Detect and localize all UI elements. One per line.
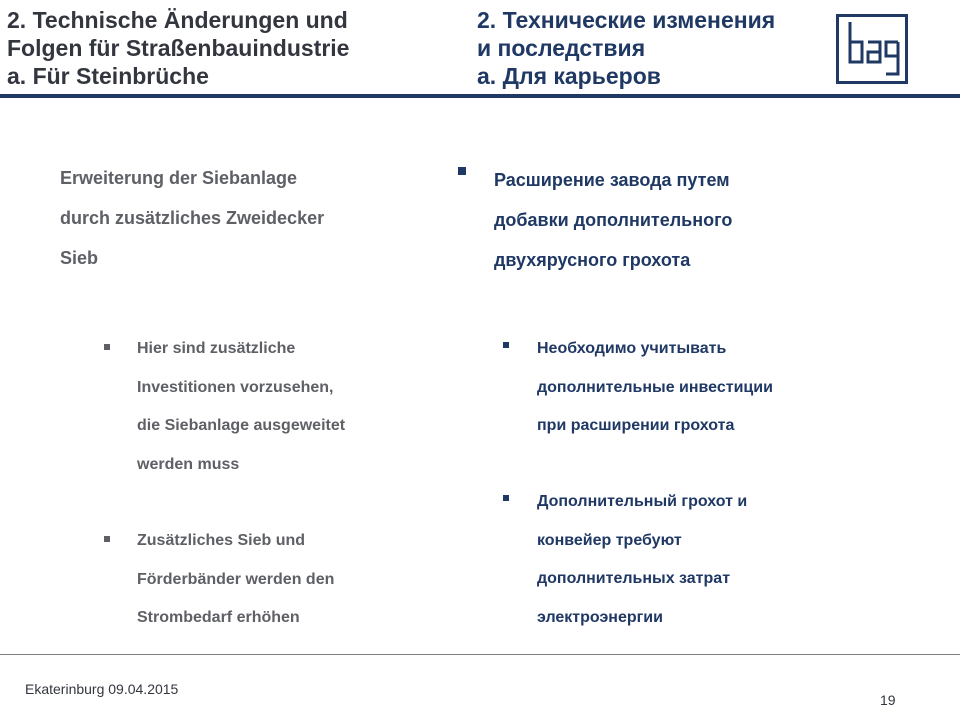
footer-divider (0, 654, 960, 655)
ru-sub1-line-3: при расширении грохота (537, 417, 735, 434)
title-de-line-2: Folgen für Straßenbauindustrie (7, 35, 350, 61)
ru-main-line-3: двухярусного грохота (494, 250, 691, 270)
ru-main-point (494, 160, 854, 280)
de-main-line-3: Sieb (60, 248, 99, 268)
ru-main-line-2: добавки дополнительного (494, 210, 733, 230)
ru-sub-point-1 (537, 330, 773, 446)
header-divider (0, 94, 960, 98)
bullet-square-icon (458, 167, 466, 175)
de-sub-point-2 (137, 522, 334, 638)
de-sub2-line-1: Zusätzliches Sieb und (137, 532, 306, 549)
de-main-line-2: durch zusätzliches Zweidecker (60, 208, 325, 228)
de-sub2-line-3: Strombedarf erhöhen (137, 609, 300, 626)
de-main-point (60, 158, 420, 278)
bullet-square-icon (503, 495, 509, 501)
title-de-line-1: 2. Technische Änderungen und (7, 7, 348, 33)
title-ru-line-3: а. Для карьеров (477, 63, 661, 89)
de-sub1-line-2: Investitionen vorzusehen, (137, 378, 334, 396)
bullet-square-icon (104, 536, 110, 542)
de-sub-point-1 (137, 330, 345, 484)
ru-sub1-line-1: Необходимо учитывать (537, 340, 727, 357)
bag-logo (836, 14, 908, 84)
page-title-russian (477, 6, 775, 90)
ru-main-line-1: Расширение завода путем (494, 170, 730, 190)
title-ru-line-1: 2. Технические изменения (477, 7, 776, 33)
page-title-german (7, 6, 349, 90)
de-sub1-line-4: werden muss (137, 455, 240, 473)
de-sub1-line-3: die Siebanlage ausgeweitet (137, 417, 346, 434)
ru-sub2-line-2: конвейер требуют (537, 531, 682, 549)
ru-sub2-line-4: электроэнергии (537, 608, 663, 626)
de-main-line-1: Erweiterung der Siebanlage (60, 168, 298, 188)
ru-sub1-line-2: дополнительные инвестиции (537, 378, 773, 396)
bullet-square-icon (503, 342, 509, 348)
ru-sub2-line-3: дополнительных затрат (537, 570, 731, 587)
de-sub2-line-2: Förderbänder werden den (137, 570, 335, 588)
de-sub1-line-1: Hier sind zusätzliche (137, 340, 296, 357)
bullet-square-icon (104, 344, 110, 350)
title-ru-line-2: и последствия (477, 35, 646, 61)
title-de-line-3: a. Für Steinbrüche (7, 63, 209, 89)
page-number: 19 (880, 692, 896, 708)
ru-sub2-line-1: Дополнительный грохот и (537, 493, 748, 510)
footer-date: Ekaterinburg 09.04.2015 (25, 681, 179, 697)
ru-sub-point-2 (537, 483, 747, 637)
